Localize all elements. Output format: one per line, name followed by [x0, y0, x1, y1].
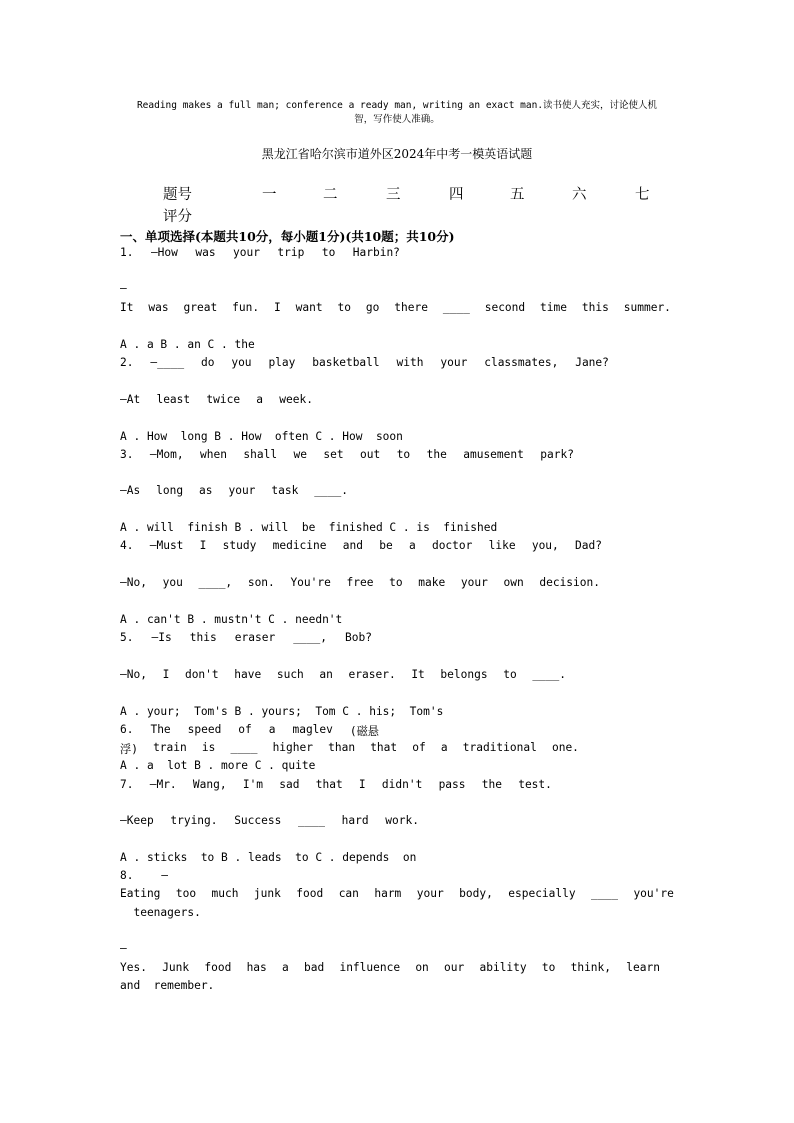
question-8-answer-cont: and remember. [120, 979, 215, 992]
question-8-stem-cont-2: teenagers. [120, 906, 201, 919]
score-col-1: 一 [262, 187, 277, 203]
score-col-6: 六 [572, 187, 587, 203]
question-8-answer: Yes. Junk food has a bad influence on our ability to think, learn [120, 961, 660, 974]
question-1-stem: 1. —How was your trip to Harbin? [120, 246, 400, 259]
score-col-2: 二 [323, 187, 338, 203]
question-1-options: A . a B . an C . the [120, 338, 255, 351]
question-2-answer: —At least twice a week. [120, 393, 313, 406]
score-col-5: 五 [510, 187, 525, 203]
question-1-dash: — [120, 282, 127, 295]
question-5-options: A . your; Tom's B . yours; Tom C . his; Tom's [120, 705, 444, 718]
question-4-answer: —No, you ____, son. You're free to make your own decision. [120, 576, 600, 589]
question-2-stem: 2. —____ do you play basketball with your classmates, Jane? [120, 356, 609, 369]
score-col-4: 四 [449, 187, 464, 203]
question-8-stem-cont: Eating too much junk food can harm your body, especially ____ you're [120, 887, 674, 900]
question-4-options: A . can't B . mustn't C . needn't [120, 613, 343, 626]
question-6-options: A . a lot B . more C . quite [120, 759, 316, 772]
question-7-options: A . sticks to B . leads to C . depends on [120, 851, 417, 864]
question-2-options: A . How long B . How often C . How soon [120, 430, 403, 443]
score-col-3: 三 [386, 187, 401, 203]
question-7-stem: 7. —Mr. Wang, I'm sad that I didn't pass the test. [120, 778, 552, 791]
page-title: 黑龙江省哈尔滨市道外区2024年中考一模英语试题 [261, 147, 533, 161]
question-5-stem: 5. —Is this eraser ____, Bob? [120, 631, 372, 644]
question-3-answer: —As long as your task ____. [120, 484, 348, 497]
motto-line-1: Reading makes a full man; conference a ready man, writing an exact man.读书使人充实，讨论使人机 [136, 100, 658, 111]
question-8-dash: — [120, 942, 127, 955]
question-5-answer: —No, I don't have such an eraser. It belongs to ____. [120, 668, 566, 681]
motto-line-2: 智，写作使人准确。 [354, 114, 440, 125]
question-6-stem-cont: 浮) train is ____ higher than that of a traditional one. [120, 741, 579, 756]
score-col-7: 七 [635, 187, 650, 203]
score-row-label: 题号 [163, 187, 192, 203]
section-heading: 一、单项选择(本题共10分，每小题1分)(共10题；共10分) [120, 229, 455, 244]
question-8-stem: 8. — [120, 869, 168, 882]
question-6-stem: 6. The speed of a maglev (磁悬 [120, 723, 379, 738]
question-1-answer: It was great fun. I want to go there ____ second time this summer. [120, 301, 671, 314]
question-4-stem: 4. —Must I study medicine and be a doctor like you, Dad? [120, 539, 602, 552]
question-3-stem: 3. —Mom, when shall we set out to the amusement park? [120, 448, 574, 461]
score-row-2-label: 评分 [163, 209, 192, 225]
question-3-options: A . will finish B . will be finished C . is finished [120, 521, 498, 534]
question-7-answer: —Keep trying. Success ____ hard work. [120, 814, 419, 827]
